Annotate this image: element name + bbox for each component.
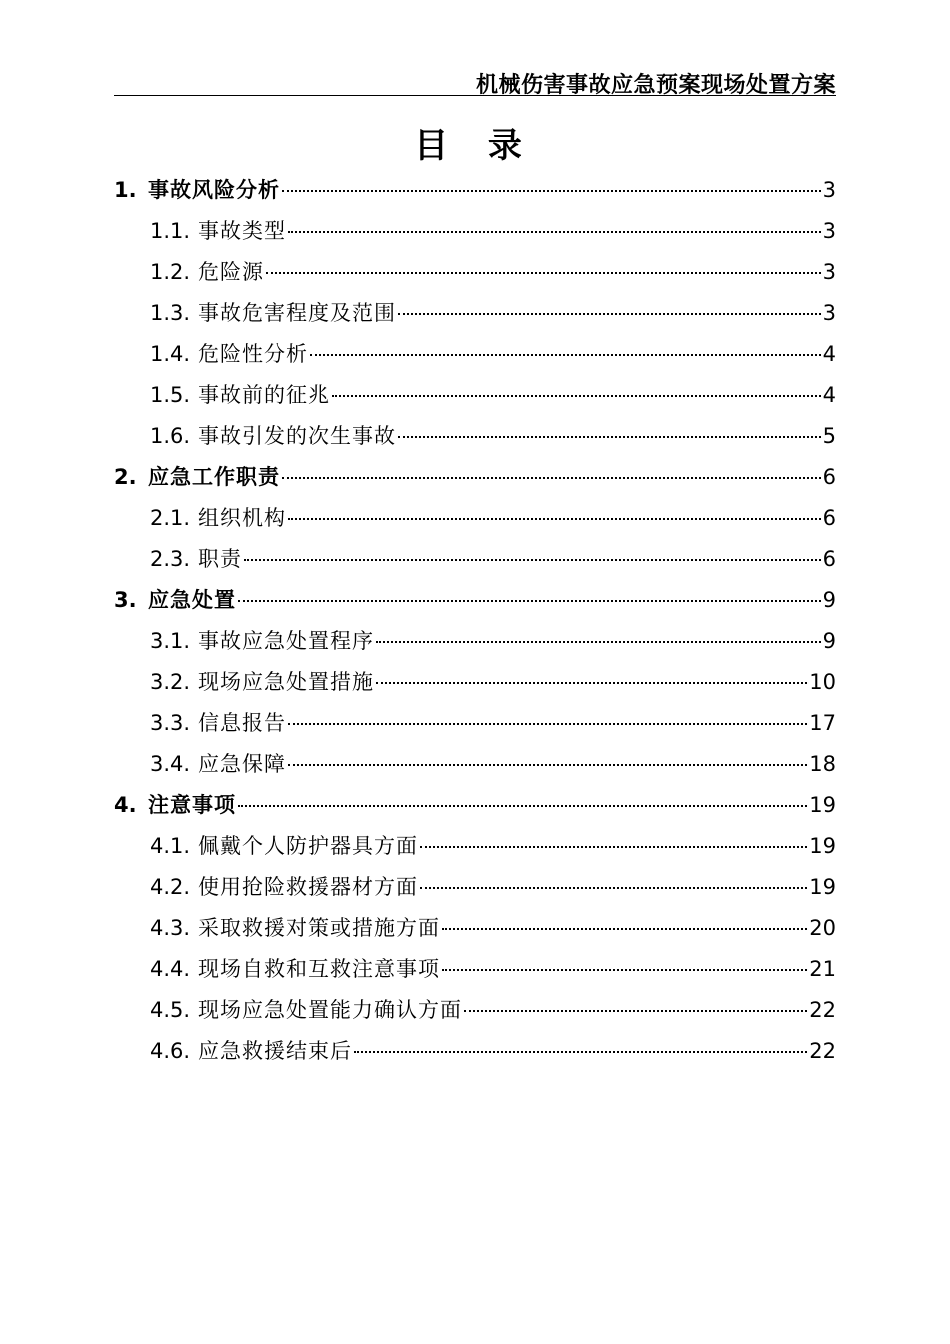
- toc-section-entry[interactable]: [114, 457, 836, 498]
- toc-entry-title: 危险性分析: [198, 342, 308, 366]
- toc-entry-title: 事故引发的次生事故: [198, 424, 396, 448]
- toc-dot-leader: [398, 435, 821, 438]
- toc-entry-title: 现场自救和互救注意事项: [198, 957, 440, 981]
- toc-section-entry[interactable]: [114, 580, 836, 621]
- toc-entry-page-number: 19: [809, 793, 836, 817]
- toc-subsection-entry[interactable]: [114, 990, 836, 1031]
- toc-entry-page-number: 6: [822, 547, 836, 571]
- toc-entry-page-number: 19: [809, 875, 836, 899]
- toc-entry-number: 3.1.: [150, 629, 191, 653]
- toc-entry-page-number: 9: [822, 629, 836, 653]
- toc-entry-number: 4.: [114, 793, 137, 817]
- header-divider: [114, 95, 836, 96]
- toc-entry-page-number: 5: [822, 424, 836, 448]
- toc-entry-number: 1.3.: [150, 301, 191, 325]
- toc-section-entry[interactable]: [114, 170, 836, 211]
- toc-subsection-entry[interactable]: [114, 621, 836, 662]
- toc-entry-number: 2.3.: [150, 547, 191, 571]
- toc-dot-leader: [282, 189, 821, 192]
- toc-subsection-entry[interactable]: [114, 662, 836, 703]
- toc-entry-page-number: 3: [822, 260, 836, 284]
- toc-dot-leader: [332, 394, 821, 397]
- toc-entry-page-number: 20: [809, 916, 836, 940]
- toc-section-entry[interactable]: [114, 785, 836, 826]
- toc-subsection-entry[interactable]: [114, 334, 836, 375]
- toc-entry-title: 注意事项: [148, 793, 236, 817]
- toc-subsection-entry[interactable]: [114, 703, 836, 744]
- toc-entry-number: 1.1.: [150, 219, 191, 243]
- toc-entry-page-number: 6: [822, 506, 836, 530]
- toc-dot-leader: [442, 968, 807, 971]
- toc-dot-leader: [354, 1050, 807, 1053]
- toc-dot-leader: [238, 804, 807, 807]
- toc-entry-number: 1.2.: [150, 260, 191, 284]
- toc-entry-title: 应急工作职责: [148, 465, 280, 489]
- toc-entry-page-number: 3: [822, 301, 836, 325]
- toc-entry-page-number: 4: [822, 383, 836, 407]
- toc-entry-title: 应急救援结束后: [198, 1039, 352, 1063]
- toc-entry-number: 4.1.: [150, 834, 191, 858]
- toc-subsection-entry[interactable]: [114, 826, 836, 867]
- toc-dot-leader: [398, 312, 821, 315]
- toc-dot-leader: [288, 517, 821, 520]
- toc-entry-number: 4.4.: [150, 957, 191, 981]
- toc-dot-leader: [310, 353, 821, 356]
- toc-subsection-entry[interactable]: [114, 211, 836, 252]
- toc-entry-page-number: 19: [809, 834, 836, 858]
- toc-entry-page-number: 3: [822, 178, 836, 202]
- toc-entry-title: 采取救援对策或措施方面: [198, 916, 440, 940]
- toc-subsection-entry[interactable]: [114, 293, 836, 334]
- toc-dot-leader: [282, 476, 821, 479]
- toc-entry-number: 2.: [114, 465, 137, 489]
- toc-entry-page-number: 6: [822, 465, 836, 489]
- toc-entry-number: 4.5.: [150, 998, 191, 1022]
- toc-entry-number: 1.4.: [150, 342, 191, 366]
- toc-dot-leader: [266, 271, 821, 274]
- toc-dot-leader: [288, 722, 807, 725]
- toc-subsection-entry[interactable]: [114, 1031, 836, 1072]
- toc-dot-leader: [238, 599, 821, 602]
- toc-entry-page-number: 3: [822, 219, 836, 243]
- toc-subsection-entry[interactable]: [114, 539, 836, 580]
- toc-entry-page-number: 4: [822, 342, 836, 366]
- toc-entry-title: 事故风险分析: [148, 178, 280, 202]
- toc-entry-page-number: 9: [822, 588, 836, 612]
- table-of-contents: [114, 170, 836, 1072]
- toc-entry-number: 1.5.: [150, 383, 191, 407]
- toc-entry-number: 4.6.: [150, 1039, 191, 1063]
- toc-entry-title: 事故危害程度及范围: [198, 301, 396, 325]
- toc-subsection-entry[interactable]: [114, 744, 836, 785]
- toc-entry-number: 4.3.: [150, 916, 191, 940]
- toc-entry-title: 佩戴个人防护器具方面: [198, 834, 418, 858]
- toc-entry-title: 事故前的征兆: [198, 383, 330, 407]
- toc-entry-title: 现场应急处置措施: [198, 670, 374, 694]
- toc-entry-number: 3.4.: [150, 752, 191, 776]
- toc-heading: 目 录: [414, 126, 536, 166]
- toc-entry-page-number: 22: [809, 998, 836, 1022]
- toc-entry-title: 现场应急处置能力确认方面: [198, 998, 462, 1022]
- toc-entry-title: 危险源: [198, 260, 264, 284]
- toc-entry-page-number: 21: [809, 957, 836, 981]
- toc-entry-title: 职责: [198, 547, 242, 571]
- toc-entry-page-number: 22: [809, 1039, 836, 1063]
- toc-dot-leader: [288, 230, 821, 233]
- toc-dot-leader: [420, 845, 807, 848]
- toc-entry-title: 使用抢险救援器材方面: [198, 875, 418, 899]
- toc-entry-title: 事故应急处置程序: [198, 629, 374, 653]
- toc-entry-title: 事故类型: [198, 219, 286, 243]
- toc-subsection-entry[interactable]: [114, 498, 836, 539]
- toc-subsection-entry[interactable]: [114, 416, 836, 457]
- toc-dot-leader: [288, 763, 807, 766]
- toc-entry-title: 应急处置: [148, 588, 236, 612]
- toc-entry-number: 2.1.: [150, 506, 191, 530]
- toc-entry-title: 组织机构: [198, 506, 286, 530]
- toc-dot-leader: [376, 681, 807, 684]
- toc-entry-number: 3.3.: [150, 711, 191, 735]
- toc-dot-leader: [420, 886, 807, 889]
- toc-dot-leader: [244, 558, 821, 561]
- toc-entry-number: 1.: [114, 178, 137, 202]
- toc-subsection-entry[interactable]: [114, 375, 836, 416]
- toc-dot-leader: [376, 640, 821, 643]
- toc-entry-page-number: 18: [809, 752, 836, 776]
- toc-entry-page-number: 17: [809, 711, 836, 735]
- document-header-title: 机械伤害事故应急预案现场处置方案: [475, 73, 836, 98]
- toc-entry-number: 3.: [114, 588, 137, 612]
- toc-entry-number: 3.2.: [150, 670, 191, 694]
- toc-entry-number: 4.2.: [150, 875, 191, 899]
- toc-subsection-entry[interactable]: [114, 908, 836, 949]
- toc-dot-leader: [464, 1009, 807, 1012]
- toc-entry-title: 信息报告: [198, 711, 286, 735]
- toc-subsection-entry[interactable]: [114, 949, 836, 990]
- toc-entry-number: 1.6.: [150, 424, 191, 448]
- toc-subsection-entry[interactable]: [114, 252, 836, 293]
- toc-entry-title: 应急保障: [198, 752, 286, 776]
- toc-subsection-entry[interactable]: [114, 867, 836, 908]
- toc-entry-page-number: 10: [809, 670, 836, 694]
- toc-dot-leader: [442, 927, 807, 930]
